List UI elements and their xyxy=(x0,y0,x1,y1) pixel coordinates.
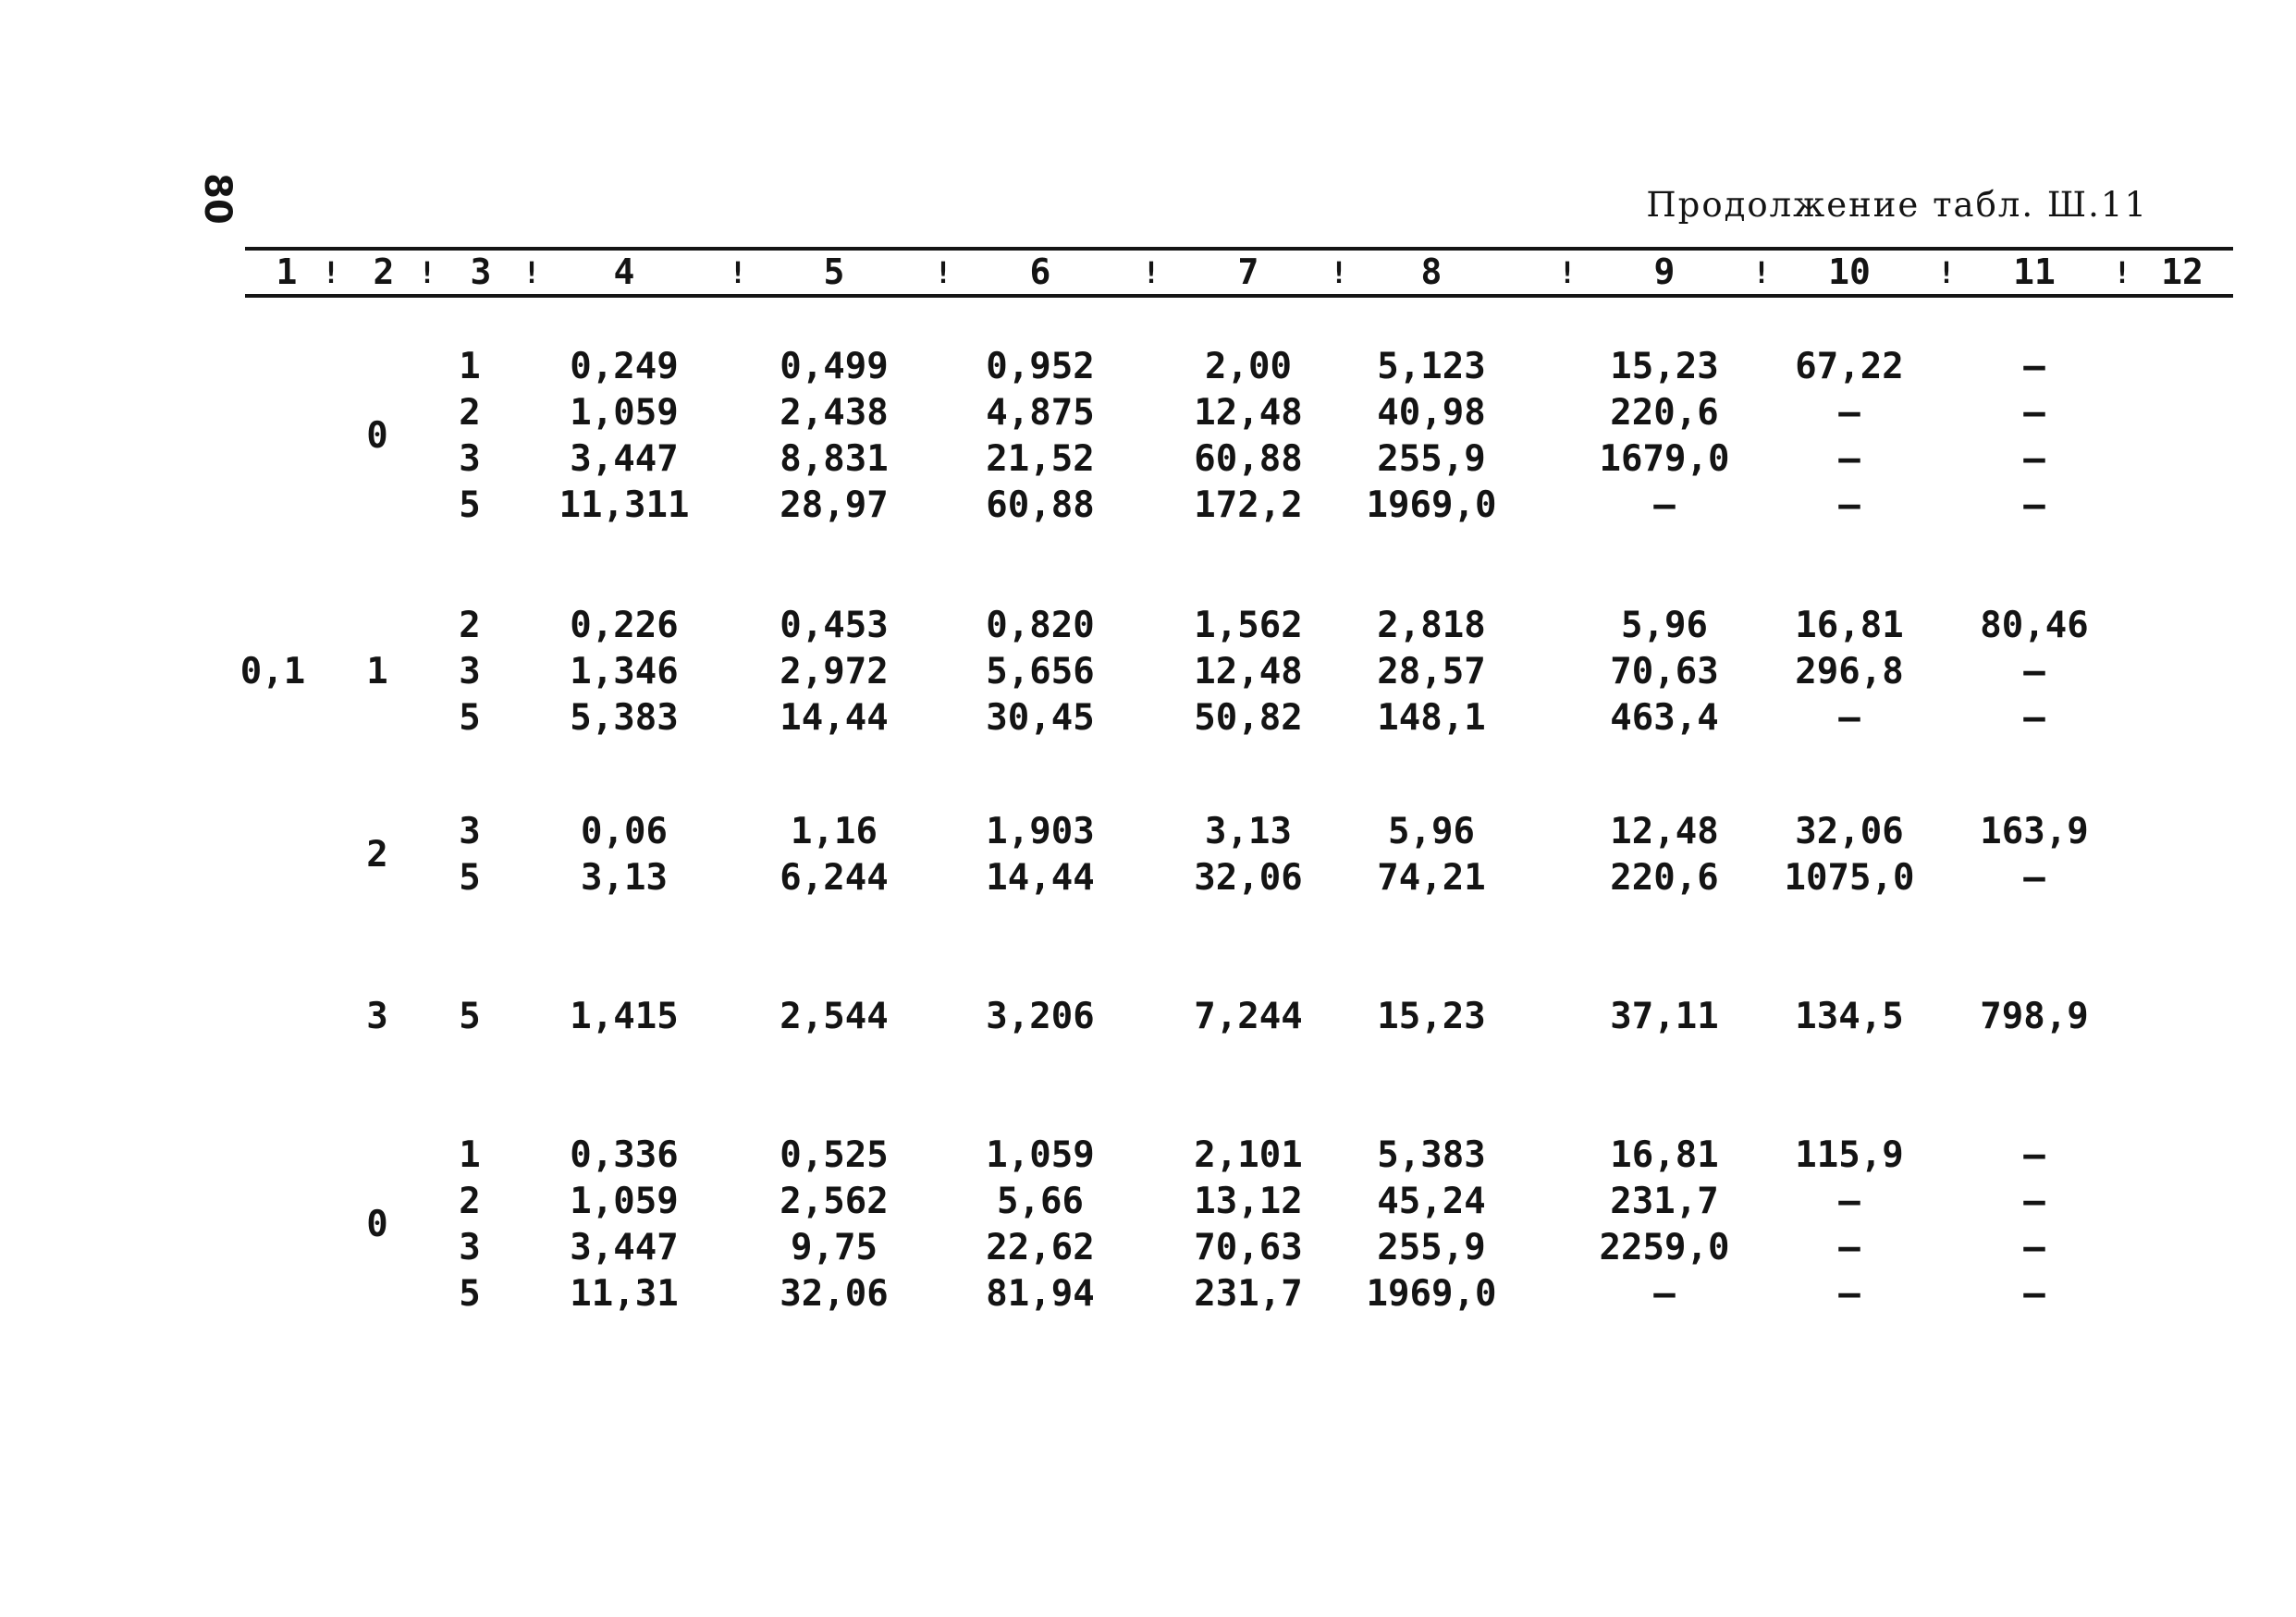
table-cell: – xyxy=(2023,1134,2045,1176)
table-cell: 80,46 xyxy=(1980,605,2089,646)
table-cell: 5,96 xyxy=(1388,811,1475,852)
table-cell: 11,311 xyxy=(559,484,690,526)
table-cell: 32,06 xyxy=(780,1273,889,1315)
column-separator: ! xyxy=(1752,255,1771,290)
column-separator: ! xyxy=(1558,255,1577,290)
table-cell: – xyxy=(2023,697,2045,739)
table-cell: 13,12 xyxy=(1194,1181,1303,1222)
table-cell: – xyxy=(1838,392,1860,434)
column-header-9: 9 xyxy=(1653,251,1676,292)
table-cell: 1,059 xyxy=(570,392,679,434)
table-cell: 220,6 xyxy=(1610,857,1719,899)
table-cell: 231,7 xyxy=(1194,1273,1303,1315)
table-cell: 5,96 xyxy=(1621,605,1708,646)
table-cell: 3,13 xyxy=(581,857,668,899)
table-cell: – xyxy=(2023,857,2045,899)
table-cell: 70,63 xyxy=(1610,651,1719,692)
column-separator: ! xyxy=(1330,255,1348,290)
group-col2-value: 3 xyxy=(366,996,388,1037)
table-cell: 220,6 xyxy=(1610,392,1719,434)
table-cell: 1075,0 xyxy=(1784,857,1915,899)
table-cell: 3,447 xyxy=(570,438,679,480)
table-cell: 67,22 xyxy=(1795,346,1904,387)
table-caption: Продолжение табл. Ш.11 xyxy=(1646,185,2148,225)
table-cell: 32,06 xyxy=(1194,857,1303,899)
table-cell: 5,383 xyxy=(1377,1134,1486,1176)
table-cell: 1,059 xyxy=(570,1181,679,1222)
table-cell: 8,831 xyxy=(780,438,889,480)
table-cell: 2,101 xyxy=(1194,1134,1303,1176)
column-header-6: 6 xyxy=(1029,251,1051,292)
table-cell: 463,4 xyxy=(1610,697,1719,739)
table-cell: 1,346 xyxy=(570,651,679,692)
table-cell: 9,75 xyxy=(791,1227,878,1268)
header-top-rule xyxy=(245,247,2233,251)
table-cell: 3,13 xyxy=(1205,811,1292,852)
column-header-2: 2 xyxy=(373,251,395,292)
table-cell: 1969,0 xyxy=(1366,1273,1497,1315)
column-separator: ! xyxy=(934,255,952,290)
header-bottom-rule xyxy=(245,294,2233,298)
table-cell: – xyxy=(1838,1181,1860,1222)
column-separator: ! xyxy=(2113,255,2131,290)
table-cell: 163,9 xyxy=(1980,811,2089,852)
table-cell: 7,244 xyxy=(1194,996,1303,1037)
table-cell: 50,82 xyxy=(1194,697,1303,739)
table-cell: 134,5 xyxy=(1795,996,1904,1037)
table-cell: 2,818 xyxy=(1377,605,1486,646)
table-cell: – xyxy=(1653,484,1676,526)
row-col3-value: 3 xyxy=(459,1227,481,1268)
table-cell: – xyxy=(2023,484,2045,526)
table-cell: – xyxy=(1838,1273,1860,1315)
table-cell: 28,97 xyxy=(780,484,889,526)
table-cell: 2,438 xyxy=(780,392,889,434)
table-cell: 2259,0 xyxy=(1599,1227,1730,1268)
column-separator: ! xyxy=(418,255,436,290)
table-cell: 255,9 xyxy=(1377,438,1486,480)
table-cell: 15,23 xyxy=(1610,346,1719,387)
table-cell: 172,2 xyxy=(1194,484,1303,526)
table-cell: 115,9 xyxy=(1795,1134,1904,1176)
table-cell: 15,23 xyxy=(1377,996,1486,1037)
table-cell: 14,44 xyxy=(780,697,889,739)
column-separator: ! xyxy=(1142,255,1160,290)
row-col3-value: 2 xyxy=(459,1181,481,1222)
column-separator: ! xyxy=(522,255,541,290)
table-cell: 1,059 xyxy=(986,1134,1095,1176)
table-cell: 0,249 xyxy=(570,346,679,387)
row-col3-value: 1 xyxy=(459,1134,481,1176)
table-cell: 148,1 xyxy=(1377,697,1486,739)
column-separator: ! xyxy=(322,255,340,290)
table-cell: 45,24 xyxy=(1377,1181,1486,1222)
table-cell: 5,383 xyxy=(570,697,679,739)
row-col3-value: 1 xyxy=(459,346,481,387)
row-col3-value: 5 xyxy=(459,857,481,899)
column-header-12: 12 xyxy=(2161,251,2204,292)
table-cell: 40,98 xyxy=(1377,392,1486,434)
table-cell: – xyxy=(2023,1181,2045,1222)
table-cell: 0,499 xyxy=(780,346,889,387)
table-cell: 0,06 xyxy=(581,811,668,852)
column-header-11: 11 xyxy=(2013,251,2056,292)
row-col3-value: 3 xyxy=(459,651,481,692)
column-separator: ! xyxy=(729,255,747,290)
table-cell: – xyxy=(2023,1227,2045,1268)
table-cell: 14,44 xyxy=(986,857,1095,899)
table-cell: 37,11 xyxy=(1610,996,1719,1037)
table-cell: 296,8 xyxy=(1795,651,1904,692)
table-cell: 1,903 xyxy=(986,811,1095,852)
table-cell: 798,9 xyxy=(1980,996,2089,1037)
table-cell: 0,820 xyxy=(986,605,1095,646)
row-col3-value: 2 xyxy=(459,392,481,434)
group-col2-value: 2 xyxy=(366,834,388,876)
table-cell: 1969,0 xyxy=(1366,484,1497,526)
table-cell: – xyxy=(1838,438,1860,480)
column-header-10: 10 xyxy=(1828,251,1871,292)
table-cell: 70,63 xyxy=(1194,1227,1303,1268)
row-col3-value: 2 xyxy=(459,605,481,646)
column-header-4: 4 xyxy=(613,251,635,292)
table-cell: 2,972 xyxy=(780,651,889,692)
table-cell: 0,952 xyxy=(986,346,1095,387)
group-col2-value: 0 xyxy=(366,415,388,457)
row-col3-value: 5 xyxy=(459,484,481,526)
page-number: 80 xyxy=(196,173,239,225)
table-cell: 60,88 xyxy=(1194,438,1303,480)
table-cell: 5,656 xyxy=(986,651,1095,692)
table-cell: 2,562 xyxy=(780,1181,889,1222)
table-cell: 16,81 xyxy=(1610,1134,1719,1176)
table-cell: 81,94 xyxy=(986,1273,1095,1315)
table-cell: 4,875 xyxy=(986,392,1095,434)
table-cell: 2,544 xyxy=(780,996,889,1037)
table-cell: 0,453 xyxy=(780,605,889,646)
table-cell: – xyxy=(2023,651,2045,692)
table-cell: – xyxy=(1838,1227,1860,1268)
table-cell: 1,16 xyxy=(791,811,878,852)
table-cell: 1,415 xyxy=(570,996,679,1037)
table-cell: – xyxy=(2023,1273,2045,1315)
table-cell: 12,48 xyxy=(1610,811,1719,852)
table-cell: 12,48 xyxy=(1194,392,1303,434)
column-header-7: 7 xyxy=(1237,251,1259,292)
table-cell: 6,244 xyxy=(780,857,889,899)
table-cell: 28,57 xyxy=(1377,651,1486,692)
table-cell: – xyxy=(1838,697,1860,739)
table-cell: – xyxy=(2023,346,2045,387)
table-cell: 5,123 xyxy=(1377,346,1486,387)
table-cell: 5,66 xyxy=(997,1181,1084,1222)
row-col3-value: 3 xyxy=(459,438,481,480)
table-cell: 74,21 xyxy=(1377,857,1486,899)
column-header-5: 5 xyxy=(823,251,845,292)
group-col1-value: 0,1 xyxy=(239,651,306,692)
table-cell: 22,62 xyxy=(986,1227,1095,1268)
row-col3-value: 5 xyxy=(459,996,481,1037)
column-header-1: 1 xyxy=(276,251,298,292)
column-separator: ! xyxy=(1937,255,1956,290)
table-cell: – xyxy=(1838,484,1860,526)
table-cell: – xyxy=(2023,438,2045,480)
column-header-8: 8 xyxy=(1420,251,1443,292)
table-cell: 3,206 xyxy=(986,996,1095,1037)
table-cell: 12,48 xyxy=(1194,651,1303,692)
table-cell: 0,226 xyxy=(570,605,679,646)
table-cell: 1679,0 xyxy=(1599,438,1730,480)
table-cell: 60,88 xyxy=(986,484,1095,526)
group-col2-value: 1 xyxy=(366,651,388,692)
row-col3-value: 5 xyxy=(459,1273,481,1315)
table-cell: 0,336 xyxy=(570,1134,679,1176)
table-cell: – xyxy=(1653,1273,1676,1315)
table-cell: 2,00 xyxy=(1205,346,1292,387)
table-cell: 21,52 xyxy=(986,438,1095,480)
table-cell: – xyxy=(2023,392,2045,434)
table-cell: 3,447 xyxy=(570,1227,679,1268)
table-cell: 0,525 xyxy=(780,1134,889,1176)
table-cell: 11,31 xyxy=(570,1273,679,1315)
table-cell: 255,9 xyxy=(1377,1227,1486,1268)
column-header-3: 3 xyxy=(470,251,492,292)
row-col3-value: 5 xyxy=(459,697,481,739)
table-cell: 30,45 xyxy=(986,697,1095,739)
group-col2-value: 0 xyxy=(366,1204,388,1245)
table-cell: 32,06 xyxy=(1795,811,1904,852)
row-col3-value: 3 xyxy=(459,811,481,852)
table-cell: 1,562 xyxy=(1194,605,1303,646)
table-cell: 16,81 xyxy=(1795,605,1904,646)
table-cell: 231,7 xyxy=(1610,1181,1719,1222)
